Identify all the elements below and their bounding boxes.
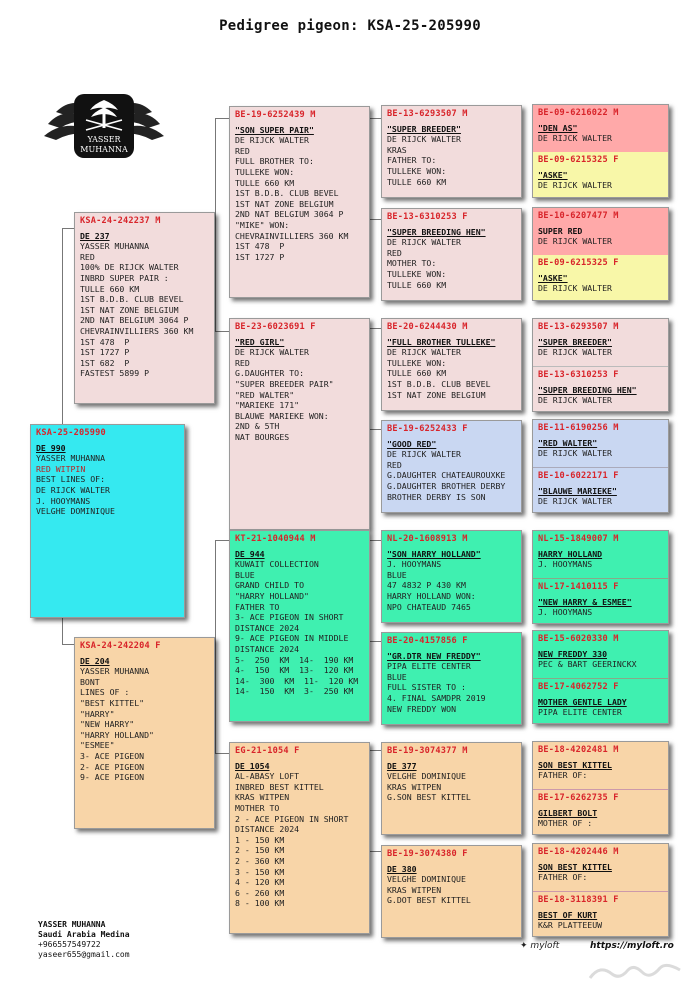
info-line: INBRD SUPER PAIR : [80, 272, 169, 283]
info-line: TULLEKE WON: [387, 165, 447, 176]
pigeon-name: DE 1054 [235, 760, 270, 771]
info-line: 9- ACE PIGEON IN MIDDLE [235, 633, 349, 644]
sire-card[interactable] [74, 212, 215, 404]
info-line: "NEW HARRY" [80, 719, 135, 730]
info-line: AL-ABASY LOFT [235, 771, 300, 782]
info-line: PEC & BART GEERINCKX [538, 659, 637, 670]
info-line: NPO CHATEAUD 7465 [387, 601, 471, 612]
info-line: BLUE [235, 569, 255, 580]
info-line: DE RIJCK WALTER [538, 180, 612, 191]
breeder-city: Saudi Arabia Medina [38, 930, 130, 939]
info-line: DE RIJCK WALTER [387, 449, 461, 460]
info-line: G.DAUGHTER CHATEAUROUXKE [387, 470, 506, 481]
info-line: DE RIJCK WALTER [235, 347, 309, 358]
great-grandparent-card[interactable] [381, 742, 522, 835]
info-line: VELGHE DOMINIQUE [387, 874, 466, 885]
info-line: 4- 150 KM 13- 120 KM [235, 665, 354, 676]
ring-number: BE-17-4062752 F [538, 682, 619, 692]
info-line: INBRED BEST KITTEL [235, 781, 324, 792]
info-line: "HARRY HOLLAND" [235, 590, 309, 601]
info-line: 1ST B.D.B. CLUB BEVEL [80, 294, 184, 305]
info-line: 2 - 150 KM [235, 845, 285, 856]
info-line: 1ST NAT ZONE BELGIUM [80, 304, 179, 315]
ring-number: BE-10-6207477 M [538, 211, 619, 221]
ring-number: NL-17-1410115 F [538, 582, 619, 592]
info-line: 2ND & 5TH [235, 421, 280, 432]
info-line: LINES OF : [80, 687, 130, 698]
info-line: DE RIJCK WALTER [235, 135, 309, 146]
info-line: "HARRY HOLLAND" [80, 729, 154, 740]
info-line: G.SON BEST KITTEL [387, 792, 471, 803]
info-line: 2 - 360 KM [235, 855, 285, 866]
info-line: 1ST 682 P [80, 357, 130, 368]
pigeon-name: "ASKE" [538, 169, 568, 180]
pigeon-name: DE 237 [80, 230, 110, 241]
info-line: BONT [80, 676, 100, 687]
breeder-contact [38, 920, 130, 960]
info-line: 1ST 478 P [80, 336, 130, 347]
ring-number: BE-13-6310253 F [387, 212, 468, 222]
info-line: 4 - 120 KM [235, 877, 285, 888]
info-line: G.DAUGHTER BROTHER DERBY [387, 480, 506, 491]
info-line: FULL SISTER TO : [387, 682, 466, 693]
info-line: J. HOOYMANS [36, 495, 91, 506]
great-grandparent-card[interactable] [381, 845, 522, 938]
ring-number: BE-19-6252433 F [387, 424, 468, 434]
info-line: G.DOT BEST KITTEL [387, 895, 471, 906]
info-line: FATHER OF: [538, 770, 588, 781]
pigeon-name: "BLAUWE MARIEKE" [538, 485, 617, 496]
info-line: 14- 150 KM 3- 250 KM [235, 686, 354, 697]
info-line: K&R PLATTEEUW [538, 920, 603, 931]
ring-number: BE-18-4202446 M [538, 847, 619, 857]
svg-text:MUHANNA: MUHANNA [80, 145, 128, 154]
breeder-email[interactable]: yaseer655@gmail.com [38, 950, 130, 959]
pigeon-name: "SON HARRY HOLLAND" [387, 548, 481, 559]
info-line: DE RIJCK WALTER [538, 395, 612, 406]
loft-logo [38, 82, 170, 174]
info-line: TULLE 660 KM [80, 283, 140, 294]
ring-number: BE-23-6023691 F [235, 322, 316, 332]
ring-number: BE-13-6293507 M [387, 109, 468, 119]
info-line: RED [235, 357, 250, 368]
info-line: FULL BROTHER TO: [235, 156, 314, 167]
pigeon-name: "GR.DTR NEW FREDDY" [387, 650, 481, 661]
info-line: DE RIJCK WALTER [387, 134, 461, 145]
info-line: YASSER MUHANNA [80, 666, 150, 677]
pigeon-name: DE 377 [387, 760, 417, 771]
info-line: 3 - 150 KM [235, 866, 285, 877]
pigeon-name: "SUPER BREEDING HEN" [538, 384, 637, 395]
info-line: "SUPER BREEDER PAIR" [235, 378, 334, 389]
info-line: FATHER TO [235, 601, 280, 612]
ring-number: BE-18-4202481 M [538, 745, 619, 755]
info-line: 3- ACE PIGEON [80, 750, 145, 761]
info-line: J. HOOYMANS [538, 607, 593, 618]
pigeon-name: "SON SUPER PAIR" [235, 124, 314, 135]
info-line: FATHER OF: [538, 872, 588, 883]
gg-grandparent-pair-card[interactable] [532, 843, 669, 937]
info-line: BLAUWE MARIEKE WON: [235, 410, 329, 421]
gg-grandparent-pair-card[interactable] [532, 419, 669, 513]
pigeon-name: SON BEST KITTEL [538, 759, 612, 770]
info-line: YASSER MUHANNA [36, 453, 106, 464]
info-line: 1 - 150 KM [235, 834, 285, 845]
ring-number: BE-13-6310253 F [538, 370, 619, 380]
info-line: DE RIJCK WALTER [538, 133, 612, 144]
svg-text:YASSER: YASSER [87, 135, 121, 144]
info-line: MOTHER OF : [538, 818, 593, 829]
info-line: 9- ACE PIGEON [80, 772, 145, 783]
info-line: RED [80, 251, 95, 262]
info-line: HARRY HOLLAND WON: [387, 590, 476, 601]
ring-number: BE-19-6252439 M [235, 110, 316, 120]
info-line: DE RIJCK WALTER [538, 347, 612, 358]
info-line: TULLE 660 KM [387, 176, 447, 187]
pigeon-name: "GOOD RED" [387, 438, 437, 449]
ring-number: BE-09-6215325 F [538, 155, 619, 165]
info-line: KRAS WITPEN [387, 781, 442, 792]
ring-number: BE-18-3118391 F [538, 895, 619, 905]
info-line: 6 - 260 KM [235, 887, 285, 898]
pigeon-name: "NEW HARRY & ESMEE" [538, 596, 632, 607]
pigeon-name: "DEN AS" [538, 122, 578, 133]
info-line: KUWAIT COLLECTION [235, 559, 319, 570]
ring-number: BE-19-3074377 M [387, 746, 468, 756]
info-line: TULLE 660 KM [387, 279, 447, 290]
info-line: 3- ACE PIGEON IN SHORT [235, 612, 344, 623]
connector [215, 540, 230, 754]
info-line: KRAS [387, 144, 407, 155]
info-line: 2ND NAT BELGIUM 3064 P [80, 315, 189, 326]
ring-number: BE-13-6293507 M [538, 322, 619, 332]
info-line: 1ST NAT ZONE BELGIUM [387, 389, 486, 400]
info-line: TULLEKE WON: [387, 357, 447, 368]
granddam-paternal-card[interactable] [229, 318, 370, 530]
pigeon-name: "SUPER BREEDING HEN" [387, 226, 486, 237]
info-line: VELGHE DOMINIQUE [36, 506, 115, 517]
pigeon-name: "ASKE" [538, 272, 568, 283]
pigeon-name: SUPER RED [538, 225, 583, 236]
info-line: DE RIJCK WALTER [387, 347, 461, 358]
pigeon-name: DE 944 [235, 548, 265, 559]
info-line: DE RIJCK WALTER [36, 484, 110, 495]
info-line: 4. FINAL SAMDPR 2019 [387, 692, 486, 703]
watermark-icon [585, 960, 685, 986]
info-line: 1ST 1727 P [235, 251, 285, 262]
ring-number: BE-20-6244430 M [387, 322, 468, 332]
info-line: TULLEKE WON: [235, 166, 295, 177]
ring-number: KT-21-1040944 M [235, 534, 316, 544]
info-line: BLUE [387, 671, 407, 682]
info-line: BLUE [387, 569, 407, 580]
info-line: J. HOOYMANS [387, 559, 442, 570]
info-line: VELGHE DOMINIQUE [387, 771, 466, 782]
info-line: MOTHER TO [235, 802, 280, 813]
info-line: PIPA ELITE CENTER [387, 661, 471, 672]
ring-number: BE-19-3074380 F [387, 849, 468, 859]
ring-number: KSA-25-205990 [36, 428, 106, 438]
great-grandparent-card[interactable] [381, 318, 522, 411]
info-line: 1ST NAT ZONE BELGIUM [235, 198, 334, 209]
info-line: YASSER MUHANNA [80, 241, 150, 252]
info-line: TULLE 660 KM [235, 177, 295, 188]
brand-label: myloft [530, 941, 560, 951]
great-grandparent-card[interactable] [381, 632, 522, 725]
subject-card[interactable] [30, 424, 185, 618]
pigeon-name: HARRY HOLLAND [538, 548, 603, 559]
great-grandparent-card[interactable] [381, 105, 522, 198]
grandsire-paternal-card[interactable] [229, 106, 370, 298]
pigeon-name: DE 990 [36, 442, 66, 453]
breeder-phone[interactable]: +966557549722 [38, 940, 101, 949]
pigeon-name: BEST OF KURT [538, 909, 598, 920]
ring-number: BE-17-6262735 F [538, 793, 619, 803]
ring-number: KSA-24-242204 F [80, 641, 161, 651]
info-line: KRAS WITPEN [387, 884, 442, 895]
page-title: Pedigree pigeon: KSA-25-205990 [219, 18, 481, 34]
info-line: "MARIEKE 171" [235, 400, 300, 411]
info-line: CHEVRAINVILLIERS 360 KM [235, 230, 349, 241]
ring-number: NL-15-1849007 M [538, 534, 619, 544]
granddam-maternal-card[interactable] [229, 742, 370, 934]
info-line: "HARRY" [80, 708, 115, 719]
info-line: 1ST 1727 P [80, 347, 130, 358]
info-line: RED [387, 247, 402, 258]
gg-grandparent-pair-card[interactable] [532, 630, 669, 724]
breeder-name: YASSER MUHANNA [38, 920, 106, 929]
pigeon-name: "FULL BROTHER TULLEKE" [387, 336, 496, 347]
info-line: "BEST KITTEL" [80, 697, 145, 708]
info-line: "MIKE" WON: [235, 219, 290, 230]
info-line: FASTEST 5899 P [80, 368, 150, 379]
gg-grandparent-pair-card[interactable] [532, 318, 669, 412]
info-line: 47 4832 P 430 KM [387, 580, 466, 591]
ring-number: BE-20-4157856 F [387, 636, 468, 646]
website-link[interactable]: https://myloft.ro [590, 941, 674, 951]
info-line: NAT BOURGES [235, 431, 290, 442]
info-line: RED [235, 145, 250, 156]
info-line: J. HOOYMANS [538, 559, 593, 570]
ring-number: KSA-24-242237 M [80, 216, 161, 226]
ring-number: BE-09-6216022 M [538, 108, 619, 118]
pigeon-name: MOTHER GENTLE LADY [538, 696, 627, 707]
gg-grandparent-pair-card[interactable] [532, 207, 669, 301]
info-line: 100% DE RIJCK WALTER [80, 262, 179, 273]
ring-number: BE-15-6020330 M [538, 634, 619, 644]
info-line: DE RIJCK WALTER [538, 283, 612, 294]
info-line: DE RIJCK WALTER [387, 237, 461, 248]
info-line: MOTHER TO: [387, 258, 437, 269]
info-line: 8 - 100 KM [235, 898, 285, 909]
info-line: DE RIJCK WALTER [538, 496, 612, 507]
info-line: KRAS WITPEN [235, 792, 290, 803]
gg-grandparent-pair-card[interactable] [532, 530, 669, 624]
info-line: TULLE 660 KM [387, 368, 447, 379]
palm-swords-logo-icon [38, 82, 170, 174]
info-line: PIPA ELITE CENTER [538, 707, 622, 718]
myloft-brand [520, 941, 559, 951]
connector [215, 118, 230, 332]
info-line: DE RIJCK WALTER [538, 236, 612, 247]
ring-number: BE-09-6215325 F [538, 258, 619, 268]
pigeon-name: DE 380 [387, 863, 417, 874]
info-line: CHEVRAINVILLIERS 360 KM [80, 325, 194, 336]
ring-number: EG-21-1054 F [235, 746, 300, 756]
great-grandparent-card[interactable] [381, 420, 522, 513]
info-line: 2 - ACE PIGEON IN SHORT [235, 813, 349, 824]
gg-grandparent-pair-card[interactable] [532, 104, 669, 198]
info-line: DISTANCE 2024 [235, 643, 300, 654]
info-line: 1ST B.D.B. CLUB BEVEL [387, 378, 491, 389]
dam-card[interactable] [74, 637, 215, 829]
ring-number: NL-20-1608913 M [387, 534, 468, 544]
ring-number: BE-10-6022171 F [538, 471, 619, 481]
pigeon-name: NEW FREDDY 330 [538, 648, 608, 659]
ring-number: BE-11-6190256 M [538, 423, 619, 433]
info-line: DE RIJCK WALTER [538, 448, 612, 459]
pigeon-name: SON BEST KITTEL [538, 861, 612, 872]
info-line: NEW FREDDY WON [387, 703, 457, 714]
info-line: "ESMEE" [80, 740, 115, 751]
info-line: 5- 250 KM 14- 190 KM [235, 654, 354, 665]
info-line: 2- ACE PIGEON [80, 761, 145, 772]
info-line: RED WITPIN [36, 463, 86, 474]
great-grandparent-card[interactable] [381, 208, 522, 301]
info-line: 1ST 478 P [235, 241, 285, 252]
info-line: DISTANCE 2024 [235, 824, 300, 835]
pigeon-name: DE 204 [80, 655, 110, 666]
dove-icon: ✦ [520, 941, 528, 951]
info-line: BEST LINES OF: [36, 474, 106, 485]
pigeon-name: "SUPER BREEDER" [538, 336, 612, 347]
pigeon-name: "SUPER BREEDER" [387, 123, 461, 134]
info-line: FATHER TO: [387, 155, 437, 166]
great-grandparent-card[interactable] [381, 530, 522, 623]
info-line: "RED WALTER" [235, 389, 295, 400]
grandsire-maternal-card[interactable] [229, 530, 370, 722]
pigeon-name: "RED GIRL" [235, 336, 285, 347]
info-line: 1ST B.D.B. CLUB BEVEL [235, 188, 339, 199]
info-line: BROTHER DERBY IS SON [387, 491, 486, 502]
gg-grandparent-pair-card[interactable] [532, 741, 669, 835]
pigeon-name: GILBERT BOLT [538, 807, 598, 818]
info-line: TULLEKE WON: [387, 268, 447, 279]
pigeon-name: "RED WALTER" [538, 437, 598, 448]
info-line: 2ND NAT BELGIUM 3064 P [235, 209, 344, 220]
info-line: GRAND CHILD TO [235, 580, 305, 591]
info-line: 14- 300 KM 11- 120 KM [235, 675, 359, 686]
info-line: RED [387, 459, 402, 470]
info-line: G.DAUGHTER TO: [235, 368, 305, 379]
info-line: DISTANCE 2024 [235, 622, 300, 633]
